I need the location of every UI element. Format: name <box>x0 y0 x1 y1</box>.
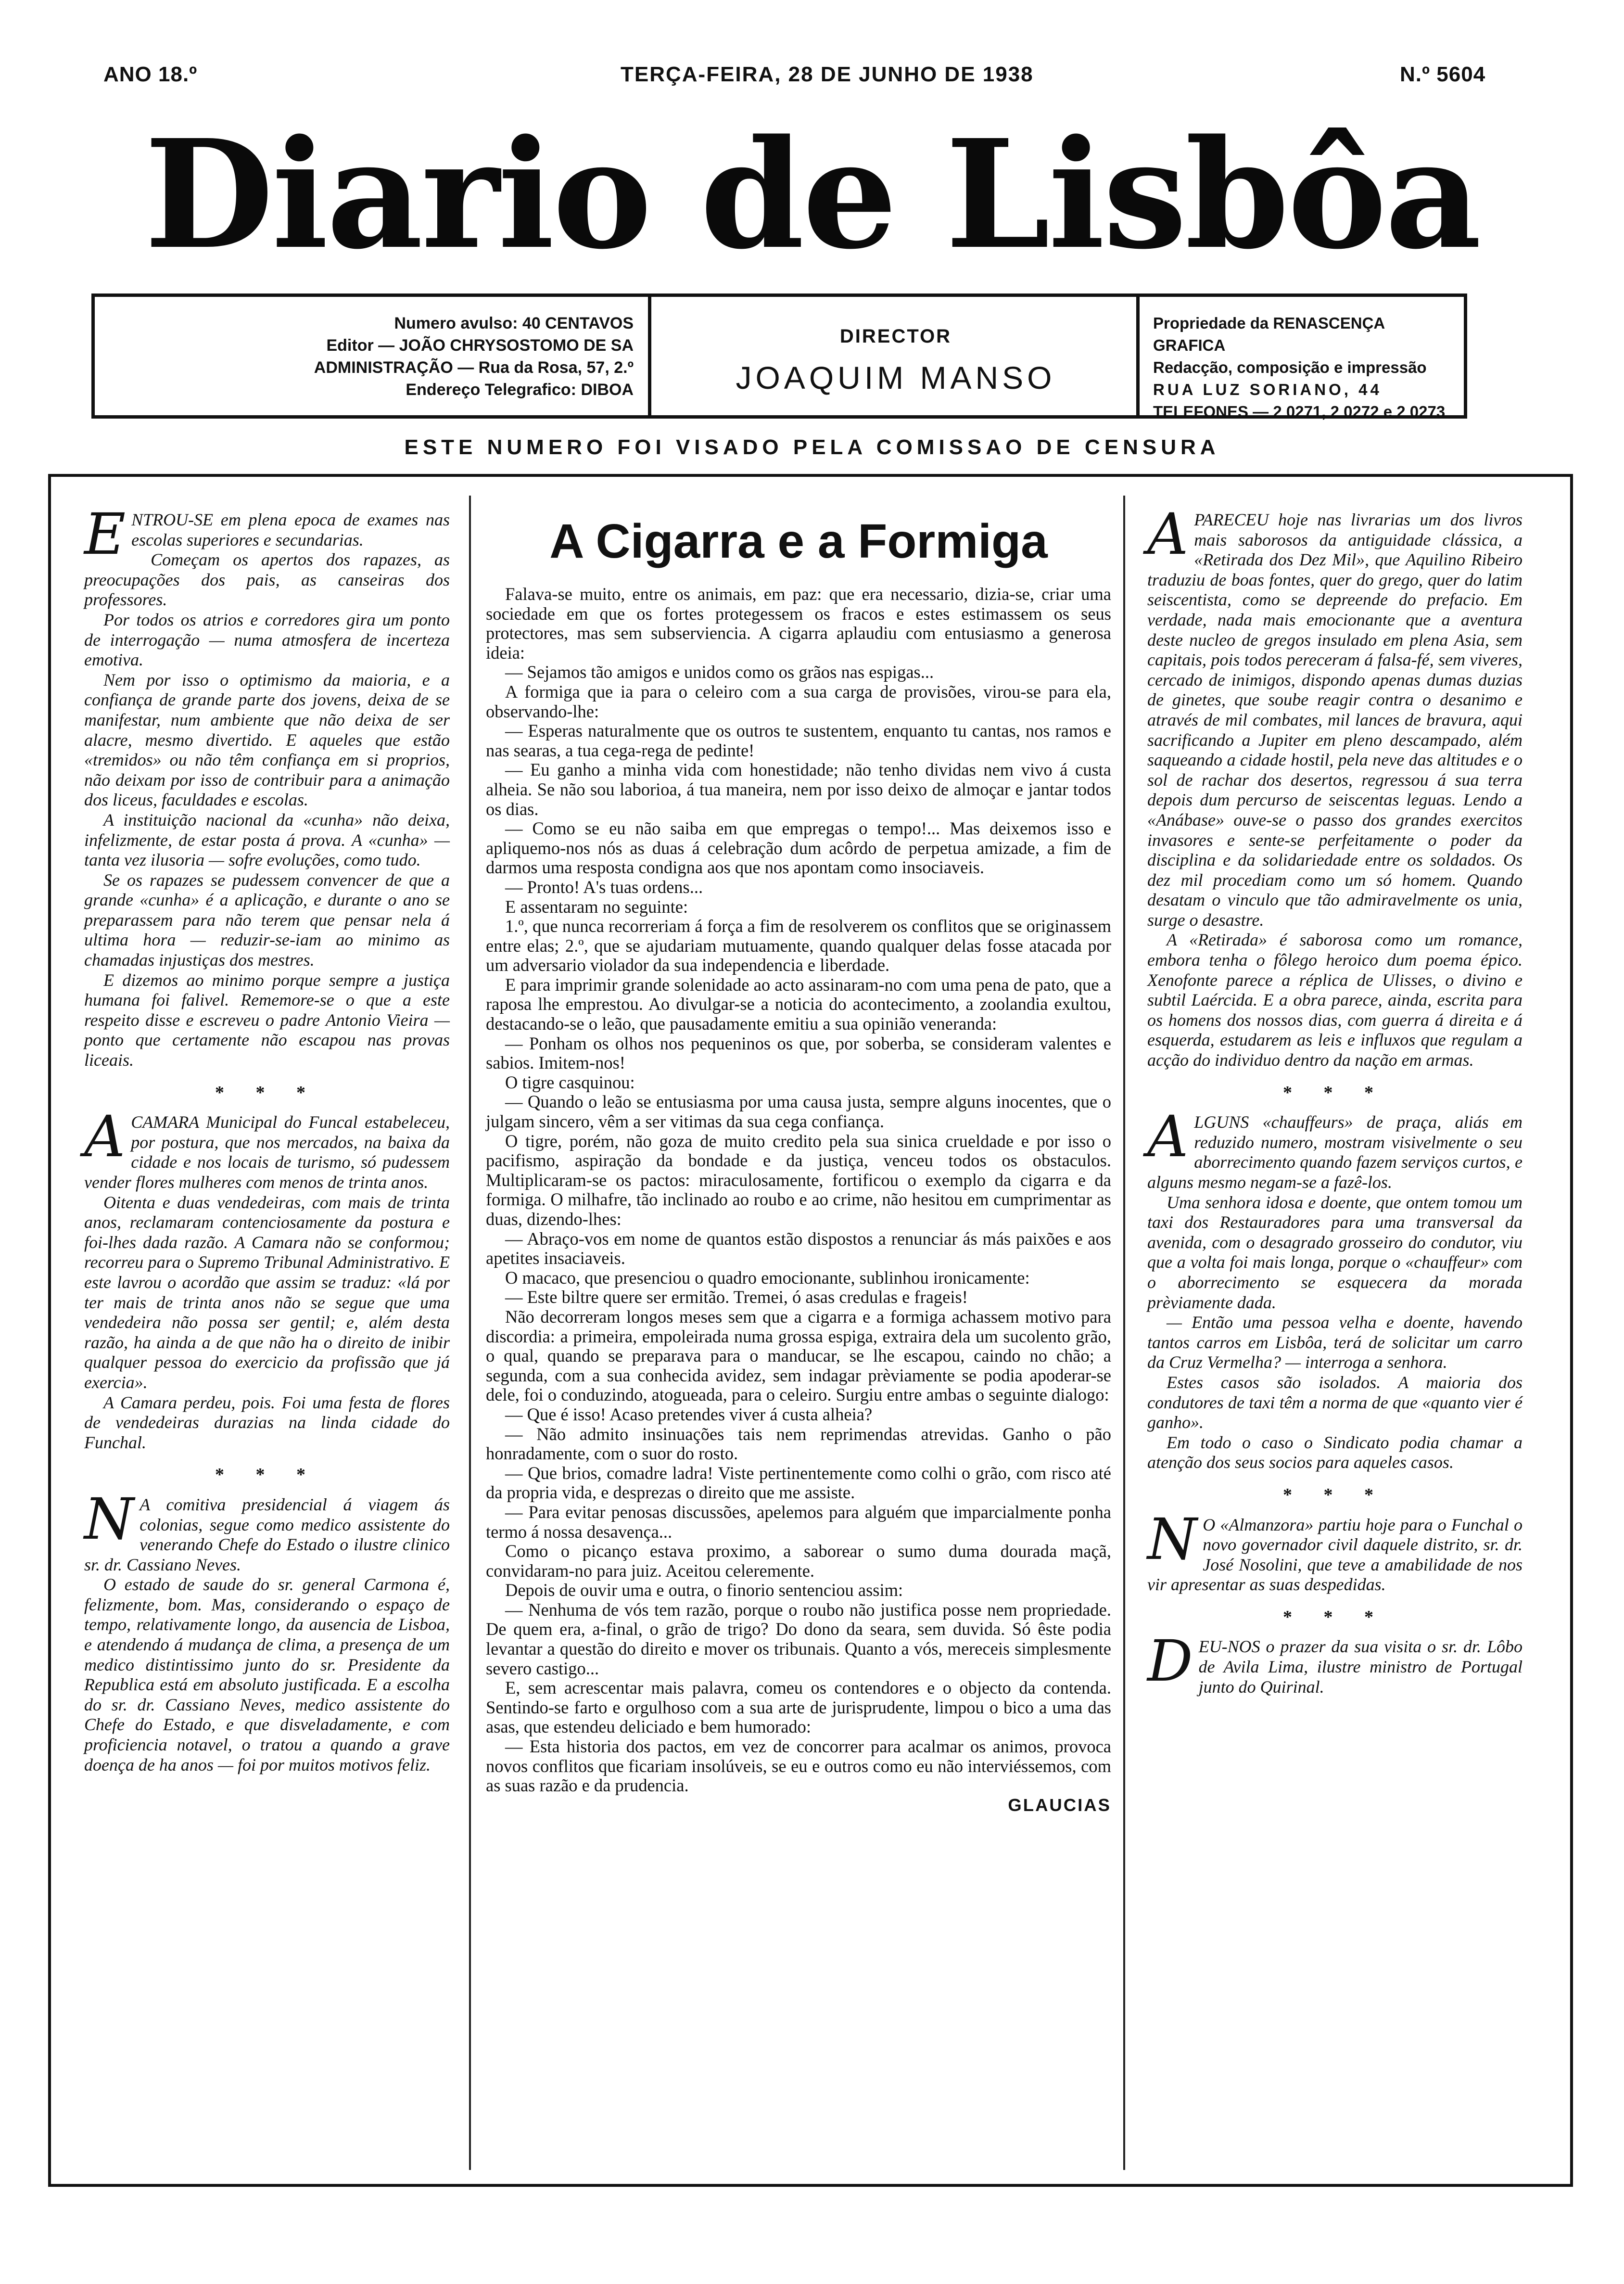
paragraph: — Esta historia dos pactos, em vez de concorrer para acalmar os animos, provoca novos conflitos que ficariam insolúveis, se eu e outros como eu não interviéssemos, com as suas razão e da prudencia. <box>486 1736 1111 1796</box>
lead-text: LGUNS «chauffeurs» de praça, aliás em reduzido numero, mostram visivelmente o seu aborrecimento quando fazem serviços curtos, e alguns mesmo negam-se a fazê-los. <box>1147 1112 1522 1192</box>
article-exames <box>84 501 450 1071</box>
masthead-title: Diario de Lisbôa <box>144 107 1480 282</box>
paragraph: — Esperas naturalmente que os outros te sustentem, enquanto tu cantas, nos ramos e nas searas, a tua cega-rega de pedinte! <box>486 721 1111 760</box>
section-separator: * * * <box>1283 1484 1387 1505</box>
drop-cap: A <box>84 1103 126 1170</box>
paragraph: E, sem acrescentar mais palavra, comeu os contendores e o objecto da contenda. Sentindo-se farto e orgulhoso com a sua arte de jurisprudente, limpou o bico a uma das asas, que estendeu deliciado e bem humorado: <box>486 1678 1111 1737</box>
paragraph: — Que brios, comadre ladra! Viste pertinentemente como colhi o grão, com risco até da propria vida, e desprezas o direito que me assiste. <box>486 1463 1111 1503</box>
paragraph: — Abraço-vos em nome de quantos estão dispostos a renunciar ás más paixões e aos apetites insaciaveis. <box>486 1228 1111 1268</box>
article-funchal-flowers <box>84 1103 450 1453</box>
paragraph: Não decorreram longos meses sem que a cigarra e a formiga achassem motivo para discordia: a primeira, empoleirada numa grossa espiga, extraira dela um sucolento grão, o qual, quando se preparava para o manducar, se lhe escapou, caindo no chão; a segunda, com a sua conhecida avidez, sem indagar prèviamente se podia apoderar-se dele, foi o conduzindo, atogueada, para o celeiro. Surgiu entre ambas o seguinte dialogo: <box>486 1306 1111 1405</box>
section-separator: * * * <box>1283 1082 1387 1103</box>
administration-line: ADMINISTRAÇÃO — Rua da Rosa, 57, 2.º <box>314 358 634 377</box>
paragraph: — Não admito insinuações tais nem reprimendas atrevidas. Ganho o pão honradamente, com o suor do rosto. <box>486 1424 1111 1464</box>
paragraph: A formiga que ia para o celeiro com a sua carga de provisões, virou-se para ela, observando-lhe: <box>486 681 1111 721</box>
article-presidential-trip <box>84 1485 450 1775</box>
author-signature: GLAUCIAS <box>1008 1795 1111 1815</box>
paragraph: Estes casos são isolados. A maioria dos condutores de taxi têm a norma de que «quanto vier é ganho». <box>1147 1372 1522 1432</box>
lead-text: O «Almanzora» partiu hoje para o Funchal o novo governador civil daquele distrito, sr. dr. José Nosolini, que teve a amabilidade de nos vir apresentar as suas despedidas. <box>1147 1515 1522 1595</box>
headline: A Cigarra e a Formiga <box>549 514 1048 568</box>
editorial-line: Redacção, composição e impressão <box>1153 358 1427 376</box>
price-line: Numero avulso: 40 CENTAVOS <box>394 314 634 332</box>
editor-line: Editor — JOÃO CHRYSOSTOMO DE SA <box>326 336 634 355</box>
publication-info-box <box>91 293 1467 419</box>
lead-text: A comitiva presidencial á viagem ás colonias, segue como medico assistente do venerando Chefe do Estado o ilustre clinico sr. dr. Cassiano Neves. <box>84 1494 450 1574</box>
article-chauffeurs <box>1147 1103 1522 1473</box>
section-separator: * * * <box>215 1465 319 1485</box>
paragraph: Começam os apertos dos rapazes, as preocupações dos pais, as canseiras dos professores. <box>84 550 450 610</box>
paragraph: — Como se eu não saiba em que empregas o tempo!... Mas deixemos isso e apliquemo-nos nós as duas á celebração dum acôrdo de perpetua amizade, a fim de darmos uma resposta condigna aos que nos apontam como insociaveis. <box>486 818 1111 878</box>
article-lead <box>1147 1628 1522 1697</box>
paragraph: Falava-se muito, entre os animais, em paz: que era necessario, dizia-se, criar uma sociedade em que os fortes protegessem os fracos e estes estimassem os seus protectores, mas sem subserviencia. A cigarra aplaudiu com entusiasmo a generosa ideia: <box>486 584 1111 663</box>
info-divider-left <box>648 297 651 415</box>
ownership-line: Propriedade da RENASCENÇA GRAFICA <box>1153 314 1385 354</box>
paragraph: A Camara perdeu, pois. Foi uma festa de flores de vendedeiras durazias na linda cidade do Funchal. <box>84 1392 450 1452</box>
info-divider-right <box>1136 297 1140 415</box>
paragraph: Se os rapazes se pudessem convencer de que a grande «cunha» é a aplicação, e durante o ano se preparassem para não terem que pensar nela á ultima hora — reduzir-se-iam ao minimo as chamadas injustiças dos mestres. <box>84 870 450 970</box>
lead-text: PARECEU hoje nas livrarias um dos livros mais saborosos da antiguidade clássica, a «Retirada dos Dez Mil», que Aquilino Ribeiro traduziu de boas fontes, quer do grego, quer do latim seiscentista, como se depreende do prefacio. Em verdade, nada mais emocionante que a aventura deste nucleo de gregos insulado em plena Asia, sem capitais, pois todos pereceram á falsa-fé, sem viveres, cercado de inimigos, dispondo apenas dumas duzias de ginetes, que soube reagir contra o desanimo e através de mil combates, mil lances de bravura, aqui sacrificando a Jupiter em pleno descampado, além saqueando a cidade hostil, pela neve das altitudes e o sol de rachar dos desertos, regressou á sua terra depois dum percurso de seiscentas leguas. Lendo a «Anábase» ouve-se o passo dos grandes exercitos invasores e sente-se perfeitamente o poder da disciplina e da solidariedade entre os soldados. Os dez mil procediam como um só homem. Quando desatam o vinculo que tão admiravelmente os unia, surge o desastre. <box>1147 510 1522 930</box>
paragraph: Por todos os atrios e corredores gira um ponto de interrogação — numa atmosfera de incerteza emotiva. <box>84 610 450 670</box>
issue-number: N.º 5604 <box>1400 63 1486 86</box>
paragraph: — Eu ganho a minha vida com honestidade; não tenho dividas nem vivo á custa alheia. Se não sou laborioa, á tua maneira, nem por isso deixo de almoçar e jantar todos os dias. <box>486 760 1111 819</box>
paragraph: — Nenhuma de vós tem razão, porque o roubo não justifica posse nem propriedade. De quem era, a-final, o grão de trigo? Do dono da seara, sem duvida. Só êste podia levantar a questão do direito e mover os tribunais. Quanto a vós, mereceis simplesmente severo castigo... <box>486 1599 1111 1678</box>
right-column <box>1147 501 1522 1697</box>
censorship-note: ESTE NUMERO FOI VISADO PELA COMISSAO DE CENSURA <box>404 435 1220 459</box>
paragraph: O tigre casquinou: <box>505 1072 635 1092</box>
article-lead <box>84 1103 450 1192</box>
drop-cap: A <box>1147 501 1189 567</box>
article-retirada <box>1147 501 1522 1071</box>
lead-text: NTROU-SE em plena epoca de exames nas escolas superiores e secundarias. <box>131 510 450 549</box>
drop-cap: A <box>1147 1103 1189 1170</box>
address-line: RUA LUZ SORIANO, 44 <box>1153 381 1382 398</box>
paragraph: — Então uma pessoa velha e doente, havendo tantos carros em Lisbôa, terá de solicitar um carro da Cruz Vermelha? — interroga a senhora. <box>1147 1313 1522 1372</box>
article-lead <box>84 501 450 567</box>
paragraph: — Que é isso! Acaso pretendes viver á custa alheia? <box>505 1404 873 1424</box>
drop-cap: N <box>1147 1506 1197 1572</box>
paragraph: Uma senhora idosa e doente, que ontem tomou um taxi dos Restauradores para uma transversal da avenida, com o desagrado grosseiro do condutor, viu que a volta foi mais longa, porque o «chauffeur» com o aborrecimento se esquecera da morada prèviamente dada. <box>1147 1192 1522 1312</box>
paragraph: 1.º, que nunca recorreriam á força a fim de resolverem os conflitos que se originassem entre elas; 2.º, que se ajudariam mutuamente, quando qualquer delas fosse atacada por um adversario violador da sua independencia e liberdade. <box>486 916 1111 975</box>
paragraph: Em todo o caso o Sindicato podia chamar a atenção dos seus socios para aqueles casos. <box>1147 1432 1522 1472</box>
volume-year: ANO 18.º <box>103 63 198 86</box>
paragraph: O tigre, porém, não goza de muito credito pela sua sinica crueldade e por isso o pacifismo, aspiração da bondade e da justiça, venceu todos os obstaculos. Multiplicaram-se os pactos: miraculosamente, fortificou o exemplo da cigarra e da formiga. O milhafre, tão inclinado ao roubo e ao crime, não hesitou em cumprimentar as duas, dizendo-lhes: <box>486 1131 1111 1229</box>
paragraph: — Para evitar penosas discussões, apelemos para alguém que imparcialmente ponha termo á nossa desavença... <box>486 1502 1111 1542</box>
director-label: DIRECTOR <box>839 326 952 347</box>
lead-text: CAMARA Municipal do Funcal estabeleceu, por postura, que nos mercados, na baixa da cidade e nos locais de turismo, só pudessem vender flores mulheres com menos de trinta anos. <box>84 1112 450 1192</box>
director-block <box>658 297 1134 415</box>
ownership-contact <box>1153 312 1461 423</box>
paragraph: Depois de ouvir uma e outra, o finorio sentenciou assim: <box>505 1580 903 1600</box>
telephones-line: TELEFONES — 2 0271, 2 0272 e 2 0273 <box>1153 403 1446 421</box>
issue-date: TERÇA-FEIRA, 28 DE JUNHO DE 1938 <box>621 63 1034 86</box>
drop-cap: E <box>84 501 126 567</box>
section-separator: * * * <box>215 1082 319 1103</box>
telegraph-line: Endereço Telegrafico: DIBOA <box>406 381 634 399</box>
article-visit <box>1147 1628 1522 1697</box>
paragraph: — Sejamos tão amigos e unidos como os grãos nas espigas... <box>505 662 934 682</box>
paragraph: — Quando o leão se entusiasma por uma causa justa, sempre alguns inocentes, que o julgam sincero, vêm a ser vitimas da sua cega confiança. <box>486 1092 1111 1132</box>
center-column <box>486 585 1111 1815</box>
article-lead <box>1147 1506 1522 1595</box>
price-editor-admin <box>114 312 634 401</box>
paragraph: A «Retirada» é saborosa como um romance, embora tenha o fôlego heroico dum poema épico. Xenofonte parece a réplica de Ulisses, o divino e subtil Laércida. E a obra parece, ainda, escrita para os homens dos nossos dias, com guerra á direita e á esquerda, estudarem as leis e influxos que regulam a acção do individuo dentro da nação em armas. <box>1147 930 1522 1070</box>
paragraph: — Ponham os olhos nos pequeninos os que, por soberba, se consideram valentes e sabios. Imitem-nos! <box>486 1033 1111 1073</box>
paragraph: Como o picanço estava proximo, a saborear o sumo duma dourada maçã, convidaram-no para juiz. Aceitou celeremente. <box>486 1541 1111 1581</box>
left-column <box>84 501 450 1775</box>
paragraph: E dizemos ao minimo porque sempre a justiça humana foi falivel. Rememore-se o que a este respeito disse e escreveu o padre Antonio Vieira — ponto que certamente não escapou nas provas liceais. <box>84 970 450 1070</box>
column-rule-left <box>469 496 471 2170</box>
paragraph: A instituição nacional da «cunha» não deixa, infelizmente, de estar posta á prova. A «cunha» — tanta vez ilusoria — sofre evoluções, como tudo. <box>84 810 450 870</box>
drop-cap: D <box>1147 1628 1193 1695</box>
article-lead <box>1147 1103 1522 1192</box>
paragraph: — Pronto! A's tuas ordens... <box>505 877 703 897</box>
paragraph: O macaco, que presenciou o quadro emocionante, sublinhou ironicamente: <box>505 1267 1030 1288</box>
paragraph: E para imprimir grande solenidade ao acto assinaram-no com uma pena de pato, que a raposa lhe emprestou. Ao divulgar-se a noticia do acontecimento, a zoolandia exultou, destacando-se o leão, que pausadamente emitiu a sua opinião veneranda: <box>486 974 1111 1034</box>
article-lead <box>1147 501 1522 930</box>
paragraph: — Este biltre quere ser ermitão. Tremei, ó asas credulas e frageis! <box>505 1287 968 1307</box>
article-almanzora <box>1147 1506 1522 1595</box>
drop-cap: N <box>84 1485 134 1552</box>
paragraph: Nem por isso o optimismo da maioria, e a confiança de grande parte dos jovens, deixa de se manifestar, num ambiente que não deixa de ser alacre, mesmo divertido. E aqueles que estão «tremidos» ou não têm confiança em si proprios, não deixam por isso de contribuir para a animação dos liceus, faculdades e escolas. <box>84 670 450 810</box>
paragraph: Oitenta e duas vendedeiras, com mais de trinta anos, reclamaram contenciosamente da postura e foi-lhes dada razão. A Camara não se conformou; recorreu para o Supremo Tribunal Administrativo. E este lavrou o acordão que assim se traduz: «lá por ter mais de trinta anos não se segue que uma vendedeira não possa ser gentil; e, além desta razão, ha ainda a de que não ha o direito de inibir qualquer pessoa do exercicio da profissão que já exercia». <box>84 1192 450 1392</box>
paragraph: E assentaram no seguinte: <box>505 896 688 917</box>
section-separator: * * * <box>1283 1607 1387 1627</box>
paragraph: O estado de saude do sr. general Carmona é, felizmente, bom. Mas, considerando o espaço de tempo, relativamente longo, da ausencia de Lisboa, e atendendo á mudança de clima, a presença de um medico distintissimo junto do sr. Presidente da Republica está em absoluto justificada. E a escolha do sr. dr. Cassiano Neves, medico assistente do Chefe do Estado, e que disveladamente, e com proficiencia notavel, o tratou a quando a grave doença de ha anos — foi por muitos motivos feliz. <box>84 1575 450 1774</box>
article-lead <box>84 1485 450 1575</box>
director-name: JOAQUIM MANSO <box>736 360 1056 396</box>
lead-text: EU-NOS o prazer da sua visita o sr. dr. Lôbo de Avila Lima, ilustre ministro de Portugal junto do Quirinal. <box>1198 1637 1522 1697</box>
column-rule-right <box>1123 496 1125 2170</box>
